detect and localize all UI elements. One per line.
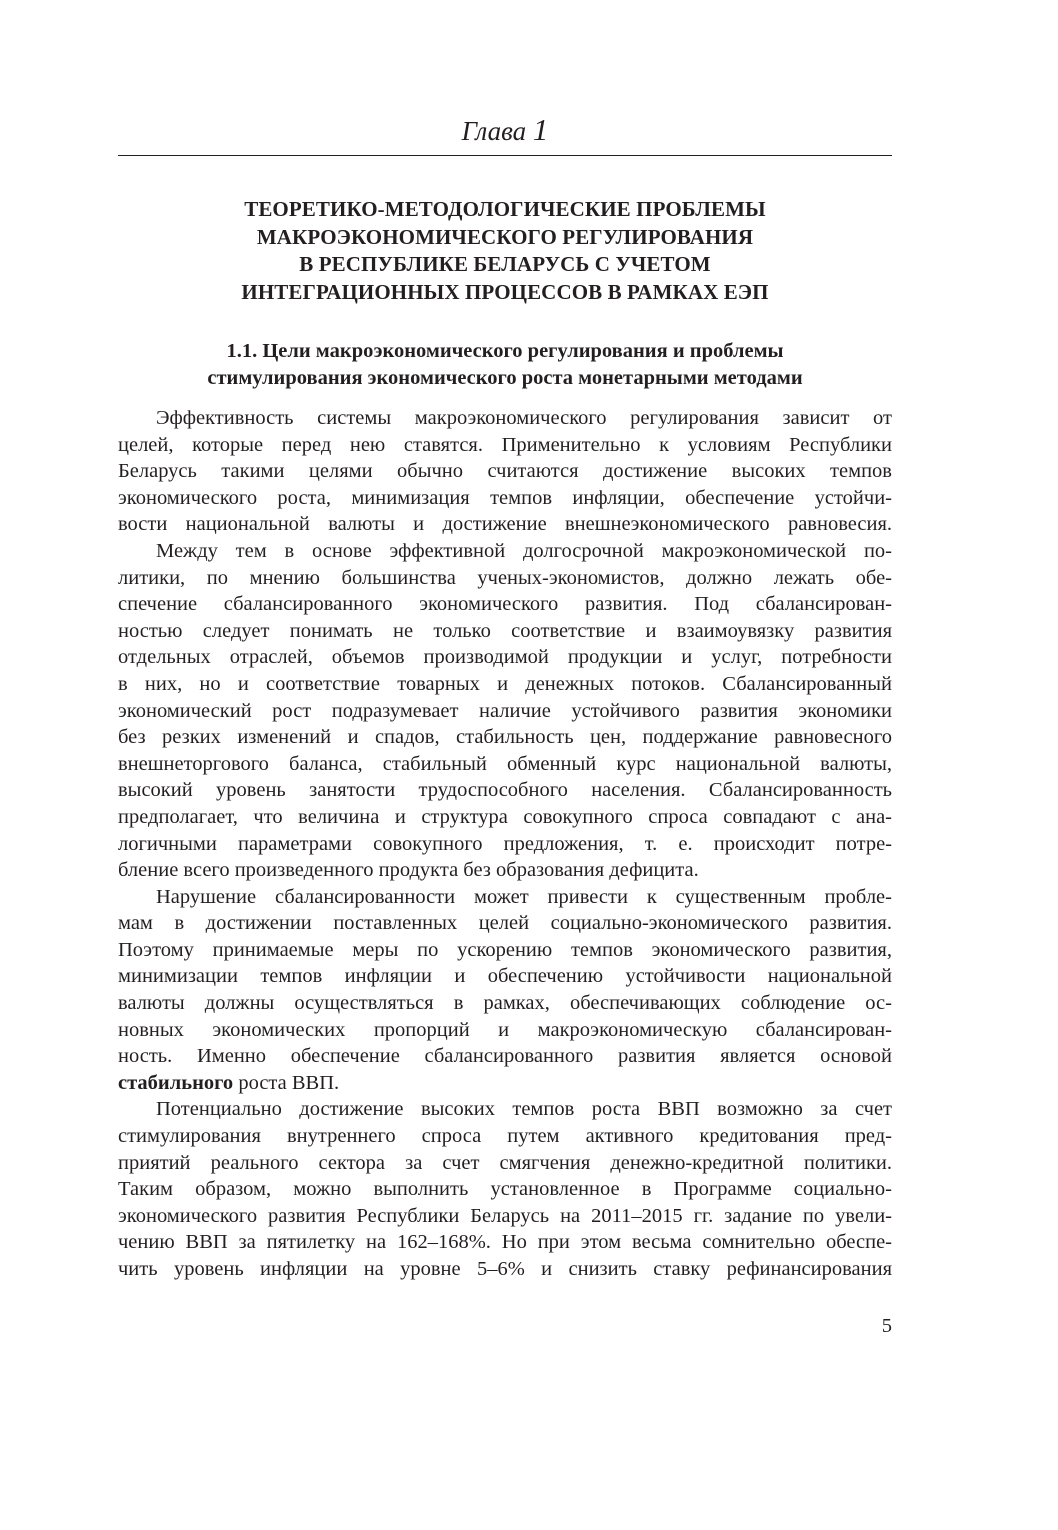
text-line: Таким образом, можно выполнить установленное в Программе социально-	[118, 1178, 892, 1201]
body-text	[118, 405, 892, 1283]
text-line: экономический рост подразумевает наличие устойчивого развития экономики	[118, 699, 892, 722]
text-line: экономического роста, минимизация темпов инфляции, обеспечение устойчи-	[118, 486, 892, 509]
paragraph-1	[118, 405, 892, 538]
text-line: высокий уровень занятости трудоспособного населения. Сбалансированность	[118, 779, 892, 802]
text-line: целей, которые перед нею ставятся. Применительно к условиям Республики	[118, 433, 892, 456]
text-line: Поэтому принимаемые меры по ускорению темпов экономического развития,	[118, 938, 892, 961]
text-line: в них, но и соответствие товарных и денежных потоков. Сбалансированный	[118, 672, 892, 695]
text-line: новных экономических пропорций и макроэкономическую сбалансирован-	[118, 1018, 892, 1041]
text-line: литики, по мнению большинства ученых-экономистов, должно лежать обе-	[118, 566, 892, 589]
text-line: чению ВВП за пятилетку на 162–168%. Но при этом весьма сомнительно обеспе-	[118, 1231, 892, 1254]
text-line: спечение сбалансированного экономического развития. Под сбалансирован-	[118, 593, 892, 616]
text-line: внешнеторгового баланса, стабильный обменный курс национальной валюты,	[118, 752, 892, 775]
text-line	[118, 1070, 892, 1097]
chapter-title-line: ИНТЕГРАЦИОННЫХ ПРОЦЕССОВ В РАМКАХ ЕЭП	[241, 279, 769, 304]
chapter-word: Глава	[461, 116, 527, 146]
chapter-title	[118, 196, 892, 306]
text-line: без резких изменений и спадов, стабильность цен, поддержание равновесного	[118, 726, 892, 749]
text-fragment: роста ВВП.	[233, 1071, 340, 1094]
text-line: чить уровень инфляции на уровне 5–6% и снизить ставку рефинансирования	[118, 1258, 892, 1280]
chapter-divider	[118, 155, 892, 156]
section-title-line: стимулирования экономического роста монетарными методами	[207, 366, 803, 389]
text-line: Нарушение сбалансированности может привести к существенным пробле-	[156, 885, 892, 908]
text-line: бление всего произведенного продукта без образования дефицита.	[118, 859, 699, 882]
text-line: приятий реального сектора за счет смягчения денежно-кредитной политики.	[118, 1151, 892, 1174]
text-line: мам в достижении поставленных целей социально-экономического развития.	[118, 912, 892, 935]
section-title	[118, 338, 892, 391]
text-line: ность. Именно обеспечение сбалансированного развития является основой	[118, 1045, 892, 1068]
text-line: экономического развития Республики Беларусь на 2011–2015 гг. задание по увели-	[118, 1204, 892, 1227]
text-line: Беларусь такими целями обычно считаются достижение высоких темпов	[118, 460, 892, 483]
chapter-title-line: ТЕОРЕТИКО-МЕТОДОЛОГИЧЕСКИЕ ПРОБЛЕМЫ	[244, 197, 766, 221]
emphasized-word: стабильного	[118, 1071, 234, 1094]
text-line: Потенциально достижение высоких темпов роста ВВП возможно за счет	[156, 1098, 892, 1121]
text-line: логичными параметрами совокупного предложения, т. е. происходит потре-	[118, 832, 892, 855]
chapter-title-line: В РЕСПУБЛИКЕ БЕЛАРУСЬ С УЧЕТОМ	[299, 252, 711, 276]
text-line: вости национальной валюты и достижение внешнеэкономического равновесия.	[118, 513, 892, 536]
page-number: 5	[881, 1315, 892, 1337]
text-line: предполагает, что величина и структура совокупного спроса совпадают с ана-	[118, 805, 892, 828]
text-line: ностью следует понимать не только соответствие и взаимоувязку развития	[118, 619, 892, 642]
text-line: Эффективность системы макроэкономического регулирования зависит от	[156, 407, 892, 429]
paragraph-3	[118, 884, 892, 1097]
chapter-title-line: МАКРОЭКОНОМИЧЕСКОГО РЕГУЛИРОВАНИЯ	[256, 224, 754, 249]
text-line: минимизации темпов инфляции и обеспечению устойчивости национальной	[118, 965, 892, 988]
section-title-line: 1.1. Цели макроэкономического регулирования и проблемы	[226, 340, 784, 362]
chapter-number: 1	[532, 112, 549, 147]
text-line: Между тем в основе эффективной долгосрочной макроэкономической по-	[156, 539, 892, 562]
text-line: стимулирования внутреннего спроса путем активного кредитования пред-	[118, 1125, 892, 1148]
paragraph-4	[118, 1096, 892, 1282]
text-line: отдельных отраслей, объемов производимой продукции и услуг, потребности	[118, 646, 892, 669]
paragraph-2	[118, 538, 892, 884]
text-line: валюты должны осуществляться в рамках, обеспечивающих соблюдение ос-	[118, 992, 892, 1015]
chapter-label	[118, 112, 892, 149]
